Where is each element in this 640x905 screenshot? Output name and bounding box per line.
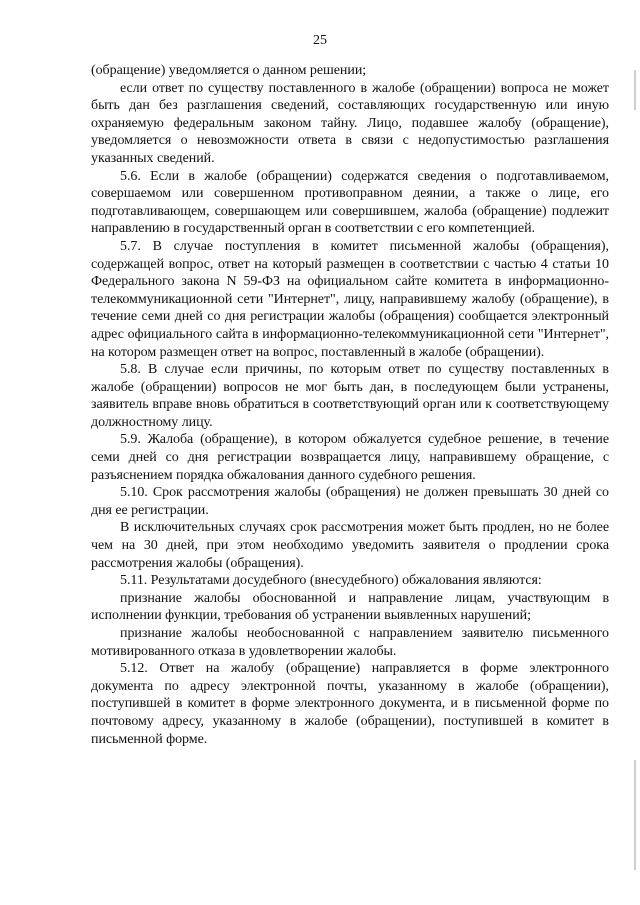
paragraph-5-12: 5.12. Ответ на жалобу (обращение) направляется в форме электронного документа по адресу электронной почты, указанному в жалобе (обращении), поступившей в комитет в форме электронного документа, и в письменной форме по почтовому адресу, указанному в жалобе (обращении), поступившей в комитет в письменной форме. (91, 661, 609, 747)
paragraph-5-7: 5.7. В случае поступления в комитет письменной жалобы (обращения), содержащей вопрос, ответ на который размещен в соответствии с частью 4 статьи 10 Федерального закона N 59-ФЗ на официальном сайте комитета в информационно-телекоммуникационной сети "Интернет", лицу, направившему жалобу (обращение), в течение семи дней со дня регистрации жалобы (обращения) сообщается электронный адрес официального сайта в информационно-телекоммуникационной сети "Интернет", на котором размещен ответ на вопрос, поставленный в жалобе (обращении). (91, 238, 609, 360)
document-body (91, 62, 609, 748)
scan-edge-mark-bottom (634, 760, 636, 870)
paragraph-justified-complaint: признание жалобы обоснованной и направление лицам, участвующим в исполнении функции, требования об устранении выявленных нарушений; (91, 590, 609, 624)
paragraph-5-10: 5.10. Срок рассмотрения жалобы (обращения) не должен превышать 30 дней со дня ее регистрации. (91, 485, 609, 518)
paragraph-5-9: 5.9. Жалоба (обращение), в котором обжалуется судебное решение, в течение семи дней со дня регистрации возвращается лицу, направившему обращение, с разъяснением порядка обжалования данного судебного решения. (91, 432, 609, 483)
scan-edge-mark-top (634, 70, 636, 110)
page-number: 25 (313, 33, 327, 48)
paragraph-continuation: (обращение) уведомляется о данном решении; (91, 63, 367, 78)
paragraph-5-11: 5.11. Результатами досудебного (внесудебного) обжалования являются: (120, 573, 542, 589)
paragraph-5-6: 5.6. Если в жалобе (обращении) содержатся сведения о подготавливаемом, совершаемом или совершенном противоправном деянии, а также о лице, его подготавливающем, совершающем или совершившем, жалоба (обращение) подлежит направлению в государственный орган в соответствии с его компетенцией. (91, 168, 609, 237)
paragraph-extension: В исключительных случаях срок рассмотрения может быть продлен, но не более чем на 30 дней, при этом необходимо уведомить заявителя о продлении срока рассмотрения жалобы (обращения). (91, 520, 609, 571)
paragraph-secret-info: если ответ по существу поставленного в жалобе (обращении) вопроса не может быть дан без разглашения сведений, составляющих государственную или иную охраняемую федеральным законом тайну. Лицо, подавшее жалобу (обращение), уведомляется о невозможности ответа в связи с недопустимостью разглашения указанных сведений. (91, 80, 609, 166)
paragraph-unjustified-complaint: признание жалобы необоснованной с направлением заявителю письменного мотивированного отказа в удовлетворении жалобы. (91, 626, 609, 659)
paragraph-5-8: 5.8. В случае если причины, по которым ответ по существу поставленных в жалобе (обращении) вопросов не мог быть дан, в последующем были устранены, заявитель вправе вновь обратиться в соответствующий орган или к соответствующему должностному лицу. (91, 362, 609, 430)
